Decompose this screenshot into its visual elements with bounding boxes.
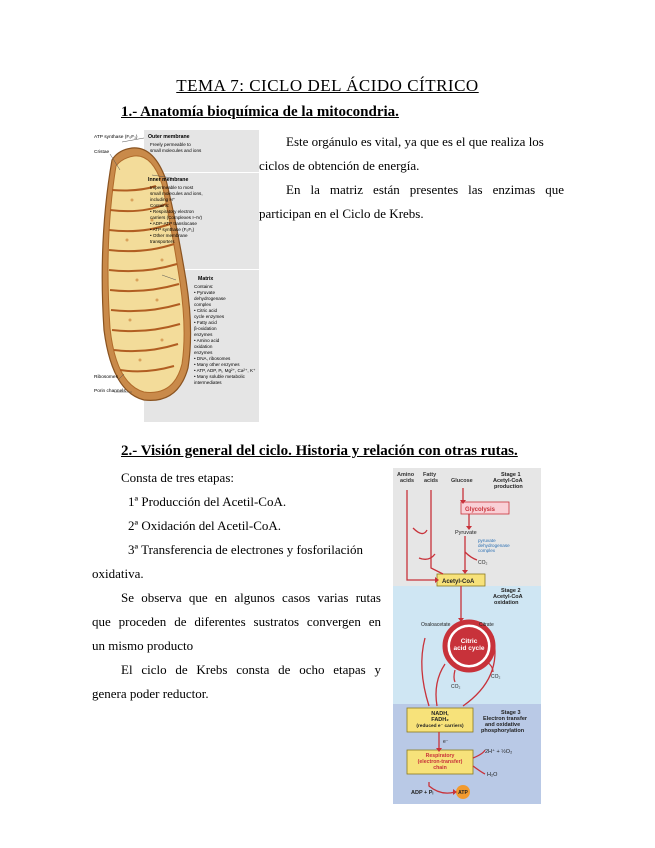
matrix-line: dehydrogenase	[194, 296, 226, 301]
fa1-text: Fatty	[423, 472, 437, 478]
glycolysis-label: Glycolysis	[465, 507, 496, 513]
acetyl-coa-label: Acetyl-CoA	[442, 579, 475, 585]
s2-p2-line3: un mismo producto	[92, 638, 194, 653]
matrix-line: • DNA, ribosomes	[194, 356, 231, 361]
section1-heading: 1.- Anatomía bioquímica de la mitocondria.	[121, 104, 399, 120]
s2-stage2: 2ª Oxidación del Acetil-CoA.	[128, 518, 282, 533]
electrons-label: e⁻	[443, 739, 449, 745]
s2a-text: Stage 2	[501, 588, 521, 594]
atp-label: ATP	[458, 790, 468, 796]
s1-p2-line2: participan en el Ciclo de Krebs.	[259, 206, 424, 221]
pdh2-text: dehydrogenase	[478, 543, 510, 548]
s3c-text: and oxidative	[485, 722, 521, 728]
fa2-text: acids	[424, 478, 439, 484]
matrix-line: • Pyruvate	[194, 290, 216, 295]
matrix-line: oxidation	[194, 344, 213, 349]
s3b-text: Electron transfer	[483, 716, 528, 722]
s1-p1-line1: Este orgánulo es vital, ya que es el que realiza los	[286, 134, 544, 149]
matrix-line: • Fatty acid	[194, 320, 217, 325]
matrix-line: β-oxidation	[194, 326, 217, 331]
co2-top-label: CO₂	[478, 560, 488, 566]
co2-right-label: CO₂	[491, 674, 501, 680]
pyruvate-label: Pyruvate	[455, 530, 477, 536]
cristae-label: Cristae	[94, 150, 110, 155]
matrix-line: • Amino acid	[194, 338, 220, 343]
matrix-line: cycle enzymes	[194, 314, 225, 319]
matrix-line: Contains:	[194, 284, 214, 289]
s3d-text: phosphorylation	[481, 728, 525, 734]
matrix-line: • Many other enzymes	[194, 362, 240, 367]
inner-membrane-line: carriers (Complexes I–IV)	[150, 215, 203, 220]
inner-membrane-line: transporters	[150, 239, 175, 244]
inner-membrane-line: including H⁺	[150, 197, 176, 202]
matrix-line: intermediates	[194, 380, 222, 385]
matrix-line: • Citric acid	[194, 308, 218, 313]
outer-membrane-line: Freely permeable to	[150, 142, 191, 147]
matrix-line: • ATP, ADP, Pᵢ, Mg²⁺, Ca²⁺, K⁺	[194, 368, 256, 373]
glucose-label: Glucose	[451, 478, 473, 484]
s3a-text: Stage 3	[501, 710, 521, 716]
s2-stage3-line2: oxidativa.	[92, 566, 144, 581]
inner-membrane-line: small molecules and ions,	[150, 191, 203, 196]
atp-synthase-label: ATP synthase (F₀F₁)	[94, 135, 138, 140]
citrate-label: Citrate	[479, 622, 494, 628]
s1b-text: Acetyl-CoA	[493, 478, 523, 484]
inner-membrane-line: • ADP-ATP translocase	[150, 221, 197, 226]
rc3-text: chain	[433, 765, 447, 771]
s2b-text: Acetyl-CoA	[493, 594, 523, 600]
porin-label: Porin channels	[94, 389, 126, 394]
inner-membrane-line: • ATP synthase (F₀F₁)	[150, 227, 195, 232]
s1-p1-line2: ciclos de obtención de energía.	[259, 158, 420, 173]
matrix-title: Matrix	[198, 276, 214, 282]
s2-p3-line1: El ciclo de Krebs consta de ocho etapas y	[121, 662, 381, 677]
rc1-text: Respiratory	[425, 753, 455, 759]
co2-left-label: CO₂	[451, 684, 461, 690]
outer-membrane-line: small molecules and ions	[150, 148, 202, 153]
nad2-text: FADH₂	[431, 717, 449, 723]
s1a-text: Stage 1	[501, 472, 521, 478]
outer-membrane-title: Outer membrane	[148, 134, 190, 140]
inner-membrane-line: • Respiratory electron	[150, 209, 194, 214]
svg-text:Fattyacids	[423, 472, 438, 484]
cycle-overview-figure	[393, 468, 541, 804]
h-o2-label: 2H⁺ + ½O₂	[485, 749, 513, 755]
section2-heading: 2.- Visión general del ciclo. Historia y relación con otras rutas.	[121, 443, 518, 459]
aa2-text: acids	[400, 478, 415, 484]
rc2-text: (electron-transfer)	[417, 759, 463, 765]
s2-intro: Consta de tres etapas:	[121, 470, 234, 485]
matrix-line: enzymes	[194, 350, 213, 355]
oxaloacetate-label: Oxaloacetate	[421, 622, 451, 628]
matrix-line: complex	[194, 302, 212, 307]
matrix-line: enzymes	[194, 332, 213, 337]
inner-membrane-title: Inner membrane	[148, 177, 189, 183]
inner-membrane-line: Impermeable to most	[150, 185, 194, 190]
s2-p2-line2: que proceden de diferentes sustratos convergen en	[92, 614, 381, 629]
svg-text:Aminoacids	[397, 472, 415, 484]
nad3-text: (reduced e⁻ carriers)	[416, 724, 464, 729]
s2-stage1: 1ª Producción del Acetil-CoA.	[128, 494, 287, 509]
s1-p2-line1: En la matriz están presentes las enzimas que	[286, 182, 564, 197]
pdh3-text: complex	[478, 548, 496, 553]
cac2-text: acid cycle	[453, 645, 485, 652]
s2-stage3-line1: 3ª Transferencia de electrones y fosforilación	[128, 542, 363, 557]
cac1-text: Citric	[460, 638, 478, 645]
s2-p2-line1: Se observa que en algunos casos varias rutas	[121, 590, 381, 605]
inner-membrane-line: • Other membrane	[150, 233, 188, 238]
inner-membrane-line: Contains:	[150, 203, 170, 208]
s2-p3-line2: genera poder reductor.	[92, 686, 209, 701]
nad1-text: NADH,	[431, 711, 449, 717]
s2c-text: oxidation	[494, 600, 519, 606]
page-title: TEMA 7: CICLO DEL ÁCIDO CÍTRICO	[176, 76, 479, 95]
mitochondrion-figure	[92, 130, 259, 422]
h2o-label: H₂O	[487, 772, 498, 778]
s1c-text: production	[494, 484, 523, 490]
ribosomes-label: Ribosomes	[94, 375, 118, 380]
adp-label: ADP + Pᵢ	[411, 790, 434, 796]
pdh1-text: pyruvate	[478, 538, 496, 543]
aa1-text: Amino	[397, 472, 415, 478]
matrix-line: • Many soluble metabolic	[194, 374, 245, 379]
